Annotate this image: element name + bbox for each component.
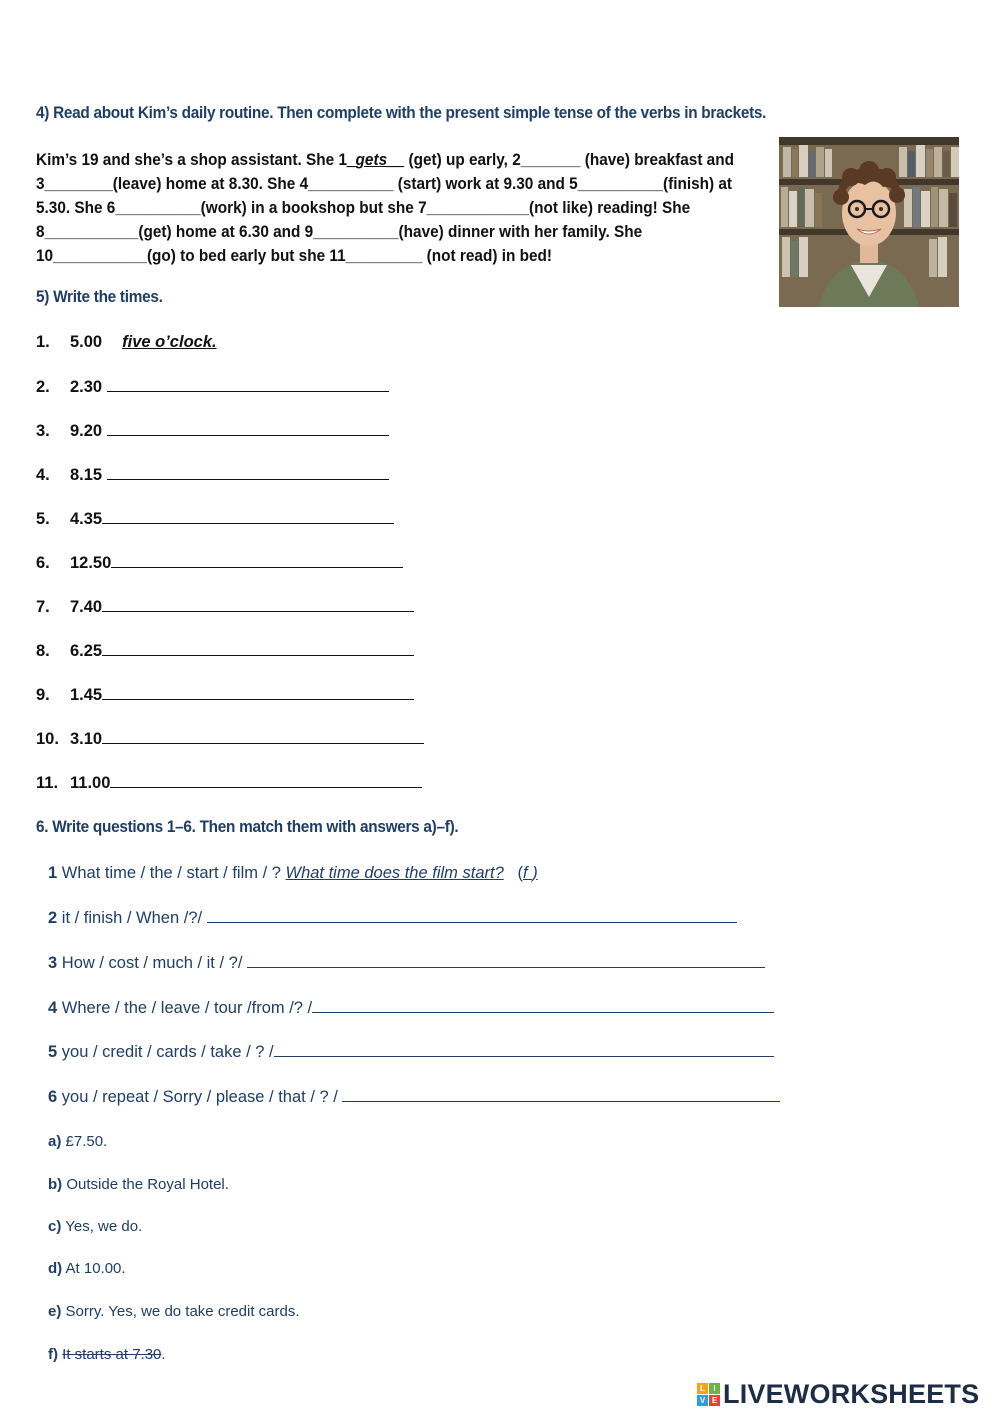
answer-blank[interactable]: [102, 597, 414, 612]
answer-blank[interactable]: [110, 773, 422, 788]
time-item-11: 11. 11.00: [36, 773, 422, 793]
kim-routine-paragraph: [36, 148, 743, 268]
time-item-10: 10. 3.10: [36, 729, 424, 749]
question-1: 1 What time / the / start / film / ? What time does the film start? (f ): [48, 864, 538, 882]
answer-blank[interactable]: [111, 553, 403, 568]
answer-blank[interactable]: [274, 1042, 774, 1057]
time-item-7: 7. 7.40: [36, 597, 414, 617]
liveworksheets-logo: [697, 1378, 979, 1410]
question-3: 3 How / cost / much / it / ?/: [48, 953, 765, 973]
time-item-5: 5. 4.35: [36, 509, 394, 529]
answer-blank[interactable]: [102, 641, 414, 656]
time-example-answer: five o’clock.: [122, 333, 217, 351]
section-4-heading: 4) Read about Kim’s daily routine. Then complete with the present simple tense of the verbs in brackets.: [36, 104, 767, 122]
paragraph-line-4: 8___________(get) home at 6.30 and 9__________(have) dinner with her family. She: [36, 223, 643, 241]
struck-answer: It starts at 7.30: [62, 1346, 162, 1363]
answer-blank[interactable]: [247, 953, 765, 968]
time-item-1: 1. 5.00 five o’clock.: [36, 333, 217, 351]
answer-a: a) £7.50.: [48, 1133, 108, 1150]
answer-blank[interactable]: [102, 685, 414, 700]
answer-d: d) At 10.00.: [48, 1260, 126, 1277]
time-item-3: 3. 9.20: [36, 421, 389, 441]
time-item-4: 4. 8.15: [36, 465, 389, 485]
paragraph-line-5: 10___________(go) to bed early but she 11_________ (not read) in bed!: [36, 247, 553, 265]
answer-b: b) Outside the Royal Hotel.: [48, 1176, 229, 1193]
answer-blank[interactable]: [207, 908, 737, 923]
section-6-heading: 6. Write questions 1–6. Then match them with answers a)–f).: [36, 818, 459, 836]
paragraph-line-1: Kim’s 19 and she’s a shop assistant. She 1_gets__ (get) up early, 2_______ (have) breakfast and: [36, 151, 734, 169]
answer-blank[interactable]: [312, 998, 774, 1013]
answer-blank[interactable]: [102, 729, 424, 744]
paragraph-line-2: 3________(leave) home at 8.30. She 4__________ (start) work at 9.30 and 5__________(finish) at: [36, 175, 733, 193]
answer-blank[interactable]: [102, 509, 394, 524]
question-1-match: f: [523, 864, 533, 882]
answer-blank[interactable]: [107, 465, 389, 480]
time-item-8: 8. 6.25: [36, 641, 414, 661]
answer-blank[interactable]: [107, 377, 389, 392]
kim-photo: [779, 137, 959, 307]
question-4: 4 Where / the / leave / tour /from /? /: [48, 998, 774, 1018]
logo-grid-icon: L I V E: [697, 1383, 720, 1406]
answer-c: c) Yes, we do.: [48, 1218, 143, 1235]
time-item-9: 9. 1.45: [36, 685, 414, 705]
time-item-6: 6. 12.50: [36, 553, 403, 573]
question-1-example: What time does the film start?: [285, 864, 504, 882]
section-5-heading: 5) Write the times.: [36, 288, 163, 306]
answer-e: e) Sorry. Yes, we do take credit cards.: [48, 1303, 300, 1320]
answer-blank[interactable]: [342, 1087, 780, 1102]
question-6: 6 you / repeat / Sorry / please / that / ? /: [48, 1087, 780, 1107]
example-answer-gets: _gets__: [347, 151, 405, 169]
logo-text: LIVEWORKSHEETS: [723, 1378, 980, 1409]
time-item-2: 2. 2.30: [36, 377, 389, 397]
question-2: 2 it / finish / When /?/: [48, 908, 737, 928]
answer-f: f) It starts at 7.30.: [48, 1346, 166, 1363]
paragraph-line-3: 5.30. She 6__________(work) in a bookshop but she 7____________(not like) reading! She: [36, 199, 691, 217]
question-5: 5 you / credit / cards / take / ? /: [48, 1042, 774, 1062]
answer-blank[interactable]: [107, 421, 389, 436]
